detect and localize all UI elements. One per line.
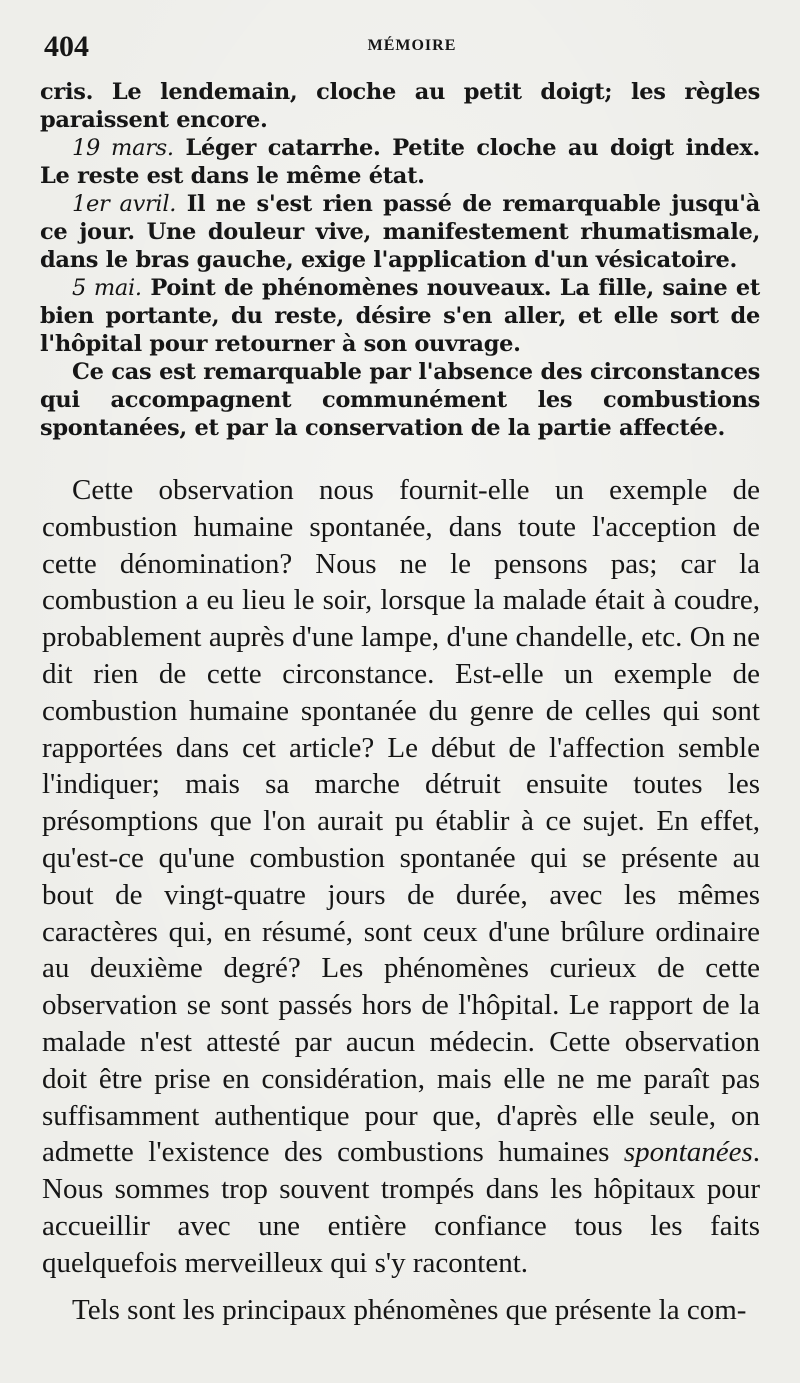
case-note-date: 5 mai. [72,275,142,301]
running-title: MÉMOIRE [367,37,457,54]
case-remark: Ce cas est remarquable par l'absence des circonstances qui accompagnent communément les combustions spontanées, et par la conservation de la partie affectée. [40,359,760,441]
page-number: 404 [44,30,89,63]
case-note-19-mars [40,134,760,190]
case-note-date: 19 mars. [72,135,174,161]
commentary-paragraph [42,472,760,1282]
case-note-text: Léger catarrhe. Petite cloche au doigt index. Le reste est dans le même état. [40,135,760,189]
commentary-emphasis: spontanées [623,1136,753,1169]
case-note-text: Point de phénomènes nouveaux. La fille, saine et bien portante, du reste, désire s'en aller, et elle sort de l'hôpital pour retourner à son ouvrage. [40,275,761,357]
case-note-text: Il ne s'est rien passé de remarquable jusqu'à ce jour. Une douleur vive, manifestement rhumatismale, dans le bras gauche, exige l'application d'un vésicatoire. [40,191,760,273]
case-note-continuation: cris. Le lendemain, cloche au petit doigt; les règles paraissent encore. [40,79,760,133]
commentary-text: . Nous sommes trop souvent trompés dans les hôpitaux pour accueillir avec une entière confiance tous les faits quelquefois merveilleux qui s'y racontent. [42,1136,760,1279]
commentary [42,472,760,1328]
case-note-1er-avril [40,190,760,274]
commentary-paragraph-continued: Tels sont les principaux phénomènes que présente la com- [72,1293,747,1326]
case-notes [40,78,760,442]
case-note-5-mai [40,274,760,358]
commentary-text: Cette observation nous fournit-elle un exemple de combustion humaine spontanée, dans toute l'acception de cette dénomination? Nous ne le pensons pas; car la combustion a eu lieu le soir, lorsque la malade était à coudre, probablement auprès d'une lampe, d'une chandelle, etc. On ne dit rien de cette circonstance. Est-elle un exemple de combustion humaine spontanée du genre de celles qui sont rapportées dans cet article? Le début de l'affection semble l'indiquer; mais sa marche détruit ensuite toutes les présomptions que l'on aurait pu établir à ce sujet. En effet, qu'est-ce qu'une combustion spontanée qui se présente au bout de vingt-quatre jours de durée, avec les mêmes caractères qui, en résumé, sont ceux d'une brûlure ordinaire au deuxième degré? Les phénomènes curieux de cette observation se sont passés hors de l'hôpital. Le rapport de la malade n'est attesté par aucun médecin. Cette observation doit être prise en considération, mais elle ne me paraît pas suffisamment authentique pour que, d'après elle seule, on admette l'existence des combustions humaines [42,474,760,1169]
page-header [44,30,760,70]
case-note-date: 1er avril. [72,191,177,217]
